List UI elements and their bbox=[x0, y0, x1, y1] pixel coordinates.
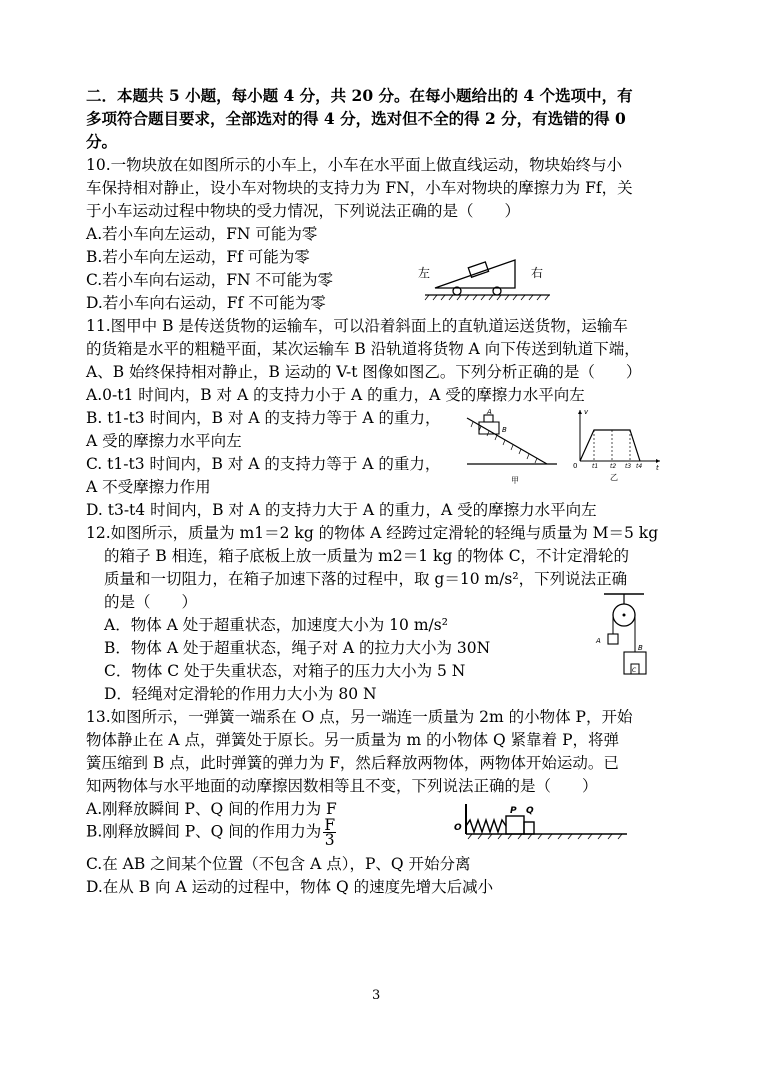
q12-stem-line1: 12.如图所示，质量为 m1＝2 kg 的物体 A 经跨过定滑轮的轻绳与质量为 M＝5 kg bbox=[86, 524, 659, 542]
q11-t2-label: t2 bbox=[610, 463, 617, 470]
q10-option-c: C.若小车向右运动，FN 不可能为零 bbox=[86, 271, 333, 289]
q13-stem-line4: 知两物体与水平地面的动摩擦因数相等且不变，下列说法正确的是（ ） bbox=[86, 777, 598, 795]
q11-vt-line bbox=[580, 430, 640, 461]
section-heading-line3: 分。 bbox=[86, 132, 118, 151]
q10-stem-line3: 于小车运动过程中物块的受力情况，下列说法正确的是（ ） bbox=[86, 202, 521, 220]
q11-option-b-line2: A 受的摩擦力水平向左 bbox=[86, 432, 242, 450]
q12-option-c: C．物体 C 处于失重状态，对箱子的压力大小为 5 N bbox=[104, 662, 466, 680]
section-heading-line1: 二．本题共 5 小题，每小题 4 分，共 20 分。在每小题给出的 4 个选项中，有 bbox=[86, 86, 633, 105]
section-heading-line2: 多项符合题目要求，全部选对的得 4 分，选对但不全的得 2 分，有选错的得 0 bbox=[86, 109, 626, 128]
q11-fig-a-label: A bbox=[487, 408, 492, 416]
q13-block-q bbox=[524, 822, 534, 834]
q13-stem-line2: 物体静止在 A 点，弹簧处于原长。另一质量为 m 的小物体 Q 紧靠着 P，将弹 bbox=[86, 731, 620, 749]
q11-t3-label: t3 bbox=[625, 463, 632, 470]
q13-option-b-text: B.刚释放瞬间 P、Q 间的作用力为 bbox=[86, 822, 322, 841]
q13-option-c: C.在 AB 之间某个位置（不包含 A 点），P、Q 开始分离 bbox=[86, 855, 471, 873]
q12-stem-line4: 的是（ ） bbox=[104, 593, 198, 611]
q10-stem-line1: 10.一物块放在如图所示的小车上，小车在水平面上做直线运动，物块始终与小 bbox=[86, 156, 623, 174]
q10-fig-left-label: 左 bbox=[418, 266, 431, 280]
q11-v-label: v bbox=[584, 408, 589, 416]
q11-option-b-line1: B. t1-t3 时间内，B 对 A 的支持力等于 A 的重力， bbox=[86, 409, 441, 427]
q10-option-d: D.若小车向右运动，Ff 不可能为零 bbox=[86, 294, 326, 312]
q13-fig-p-label: P bbox=[510, 806, 517, 816]
q12-stem-line2: 的箱子 B 相连，箱子底板上放一质量为 m2＝1 kg 的物体 C，不计定滑轮的 bbox=[104, 547, 630, 565]
q12-fig-a-label: A bbox=[596, 637, 601, 645]
q12-pulley-figure bbox=[592, 590, 660, 682]
q11-option-a: A.0-t1 时间内，B 对 A 的支持力小于 A 的重力，A 受的摩擦力水平向左 bbox=[86, 386, 585, 404]
q12-fig-b-label: B bbox=[638, 644, 643, 652]
page-number: 3 bbox=[372, 988, 381, 1003]
q11-stem-line1: 11.图甲中 B 是传送货物的运输车，可以沿着斜面上的直轨道运送货物，运输车 bbox=[86, 317, 628, 335]
q13-fig-q-label: Q bbox=[526, 806, 534, 816]
q10-block bbox=[468, 262, 488, 277]
q11-t1-label: t1 bbox=[592, 463, 599, 470]
q13-spring-figure bbox=[452, 800, 632, 840]
q13-stem-line1: 13.如图所示，一弹簧一端系在 O 点，另一端连一质量为 2m 的小物体 P，开始 bbox=[86, 708, 633, 726]
q10-option-b: B.若小车向左运动，Ff 可能为零 bbox=[86, 248, 310, 266]
q11-vt-graph-yi bbox=[572, 406, 664, 488]
q11-fig-jia-label: 甲 bbox=[511, 476, 519, 485]
q13-stem-line3: 簧压缩到 B 点，此时弹簧的弹力为 F，然后释放两物体，两物体开始运动。已 bbox=[86, 754, 619, 772]
q11-fig-b-label: B bbox=[502, 426, 507, 434]
q11-option-c-line2: A 不受摩擦力作用 bbox=[86, 478, 211, 496]
q13-option-d: D.在从 B 向 A 运动的过程中，物体 Q 的速度先增大后减小 bbox=[86, 878, 494, 896]
q13-fraction-f-over-3: $\frac{F}{3}$ bbox=[324, 816, 336, 849]
q11-stem-line3: A、B 始终保持相对静止，B 运动的 V-t 图像如图乙。下列分析正确的是（ ） bbox=[86, 363, 642, 381]
q12-fig-c-label: C bbox=[632, 667, 637, 674]
q12-option-b: B．物体 A 处于超重状态，绳子对 A 的拉力大小为 30N bbox=[104, 639, 491, 657]
q11-vt-guides bbox=[594, 430, 630, 461]
q11-option-c-line1: C. t1-t3 时间内，B 对 A 的支持力等于 A 的重力， bbox=[86, 455, 441, 473]
q11-incline-figure-jia bbox=[465, 410, 565, 486]
q11-origin-label: 0 bbox=[573, 462, 578, 470]
q13-option-b bbox=[86, 818, 336, 847]
q12-option-a: A．物体 A 处于超重状态，加速度大小为 10 m/s² bbox=[104, 616, 448, 634]
q10-incline-cart bbox=[435, 260, 515, 288]
q13-option-a: A.刚释放瞬间 P、Q 间的作用力为 F bbox=[86, 800, 337, 818]
q10-ground-hatch bbox=[425, 295, 549, 300]
q11-stem-line2: 的货箱是水平的粗糙平面，某次运输车 B 沿轨道将货物 A 向下传送到轨道下端， bbox=[86, 340, 640, 358]
q11-option-d: D. t3-t4 时间内，B 对 A 的支持力大于 A 的重力，A 受的摩擦力水平向左 bbox=[86, 501, 597, 519]
q12-stem-line3: 质量和一切阻力，在箱子加速下落的过程中，取 g＝10 m/s²，下列说法正确 bbox=[104, 570, 628, 588]
q10-option-a: A.若小车向左运动，FN 可能为零 bbox=[86, 225, 318, 243]
q13-fig-o-label: O bbox=[454, 823, 462, 833]
q11-t-label: t bbox=[656, 464, 659, 472]
q12-block-a bbox=[608, 634, 618, 644]
q11-fig-yi-label: 乙 bbox=[610, 473, 618, 482]
q10-stem-line2: 车保持相对静止，设小车对物块的支持力为 FN，小车对物块的摩擦力为 Ff，关 bbox=[86, 179, 633, 197]
q12-option-d: D．轻绳对定滑轮的作用力大小为 80 N bbox=[104, 685, 377, 703]
q11-cart-b bbox=[479, 422, 499, 434]
q10-cart-figure bbox=[415, 240, 565, 302]
q13-block-p bbox=[506, 816, 524, 834]
q11-t4-label: t4 bbox=[636, 463, 643, 470]
q10-fig-right-label: 右 bbox=[531, 266, 544, 280]
q11-cargo-a bbox=[484, 415, 493, 422]
q13-spring bbox=[466, 820, 506, 832]
